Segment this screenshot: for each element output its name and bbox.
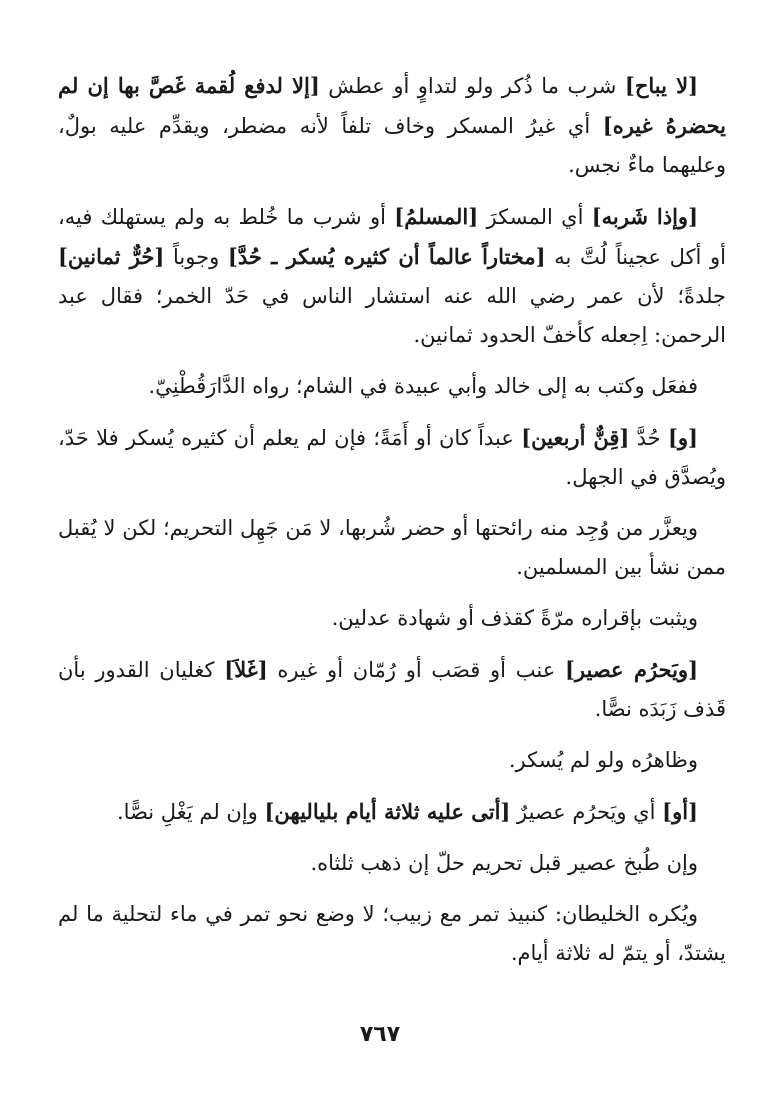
sharh-text: أي غيرُ المسكر وخاف تلفاً لأنه مضطر، ويقدِّم عليه بولٌ، وعليهما ماءٌ نجس.	[58, 114, 726, 177]
sharh-text: ففعَل وكتب به إلى خالد وأبي عبيدة في الشام؛ رواه الدَّارَقُطْنِيّ.	[148, 374, 698, 398]
paragraph-9	[58, 792, 726, 832]
sharh-text: عبداً كان أو أَمَةً؛ فإن لم يعلم أن كثيره يُسكر فلا حَدّ، ويُصدَّق في الجهل.	[58, 426, 726, 489]
matn-phrase: [أو]	[662, 799, 698, 824]
sharh-text: أي المسكرَ	[478, 205, 592, 229]
paragraph-10	[58, 844, 726, 883]
matn-phrase: [و]	[667, 425, 698, 450]
sharh-text: وإن طُبخ عصير قبل تحريم حلّ إن ذهب ثلثاه.	[310, 851, 698, 875]
matn-phrase: [قِنٌّ أربعين]	[521, 425, 630, 450]
paragraph-3	[58, 367, 726, 406]
sharh-text: عنب أو قصَب أو رُمّان أو غيره	[267, 658, 565, 682]
sharh-text: وإن لم يَغْلِ نصًّا.	[117, 800, 265, 824]
paragraph-5	[58, 509, 726, 587]
sharh-text: كغليان القدور بأن قَذف زَبَدَه نصًّا.	[58, 658, 726, 721]
sharh-text: ويثبت بإقراره مرّةً كقذف أو شهادة عدلين.	[331, 606, 698, 630]
paragraph-6	[58, 599, 726, 638]
paragraph-1	[58, 66, 726, 185]
paragraph-4	[58, 418, 726, 497]
paragraph-2	[58, 197, 726, 355]
matn-phrase: [لا يباح]	[624, 73, 698, 98]
sharh-text: شرب ما ذُكر ولو لتداوٍ أو عطش	[319, 74, 625, 98]
paragraph-8	[58, 741, 726, 780]
sharh-text: أي ويَحرُم عصيرٌ	[510, 800, 663, 824]
sharh-text: ويعزَّر من وُجِد منه رائحتها أو حضر شُربها، لا مَن جَهِل التحريم؛ لكن لا يُقبل ممن نشأ بين المسلمين.	[58, 516, 726, 579]
sharh-text: وجوباً	[164, 245, 228, 269]
matn-phrase: [مختاراً عالماً أن كثيره يُسكر ـ حُدَّ]	[227, 244, 546, 269]
matn-phrase: [المسلمُ]	[394, 204, 479, 229]
matn-phrase: [حُرٌّ ثمانين]	[58, 244, 165, 269]
matn-phrase: [إلا لدفع لُقمة غَصَّ بها إن لم يحضرهُ غيره]	[58, 73, 727, 138]
paragraph-7	[58, 650, 726, 729]
sharh-text: أو شرب ما خُلط به ولم يستهلك فيه، أو أكل عجيناً لُتَّ به	[58, 205, 726, 269]
sharh-text: ويُكره الخليطان: كنبيذ تمر مع زبيب؛ لا وضع نحو تمر في ماء لتحلية ما لم يشتدّ، أو يتمّ له ثلاثة أيام.	[58, 902, 726, 965]
page-body	[58, 66, 726, 985]
sharh-text: حُدَّ	[629, 426, 668, 450]
page-number: ٧٦٧	[359, 1022, 401, 1047]
matn-phrase: [ويَحرُم عصير]	[564, 657, 699, 682]
paragraph-11	[58, 895, 726, 973]
matn-phrase: [وإذا شَربه]	[591, 204, 699, 229]
matn-phrase: [غَلاَ]	[224, 657, 268, 682]
sharh-text: جلدةً؛ لأن عمر رضي الله عنه استشار الناس في حَدّ الخمر؛ فقال عبد الرحمن: اِجعله كأخفّ الحدود ثمانين.	[58, 284, 726, 347]
matn-phrase: [أتى عليه ثلاثة أيام بلياليهن]	[264, 799, 511, 824]
sharh-text: وظاهرُه ولو لم يُسكر.	[508, 748, 698, 772]
